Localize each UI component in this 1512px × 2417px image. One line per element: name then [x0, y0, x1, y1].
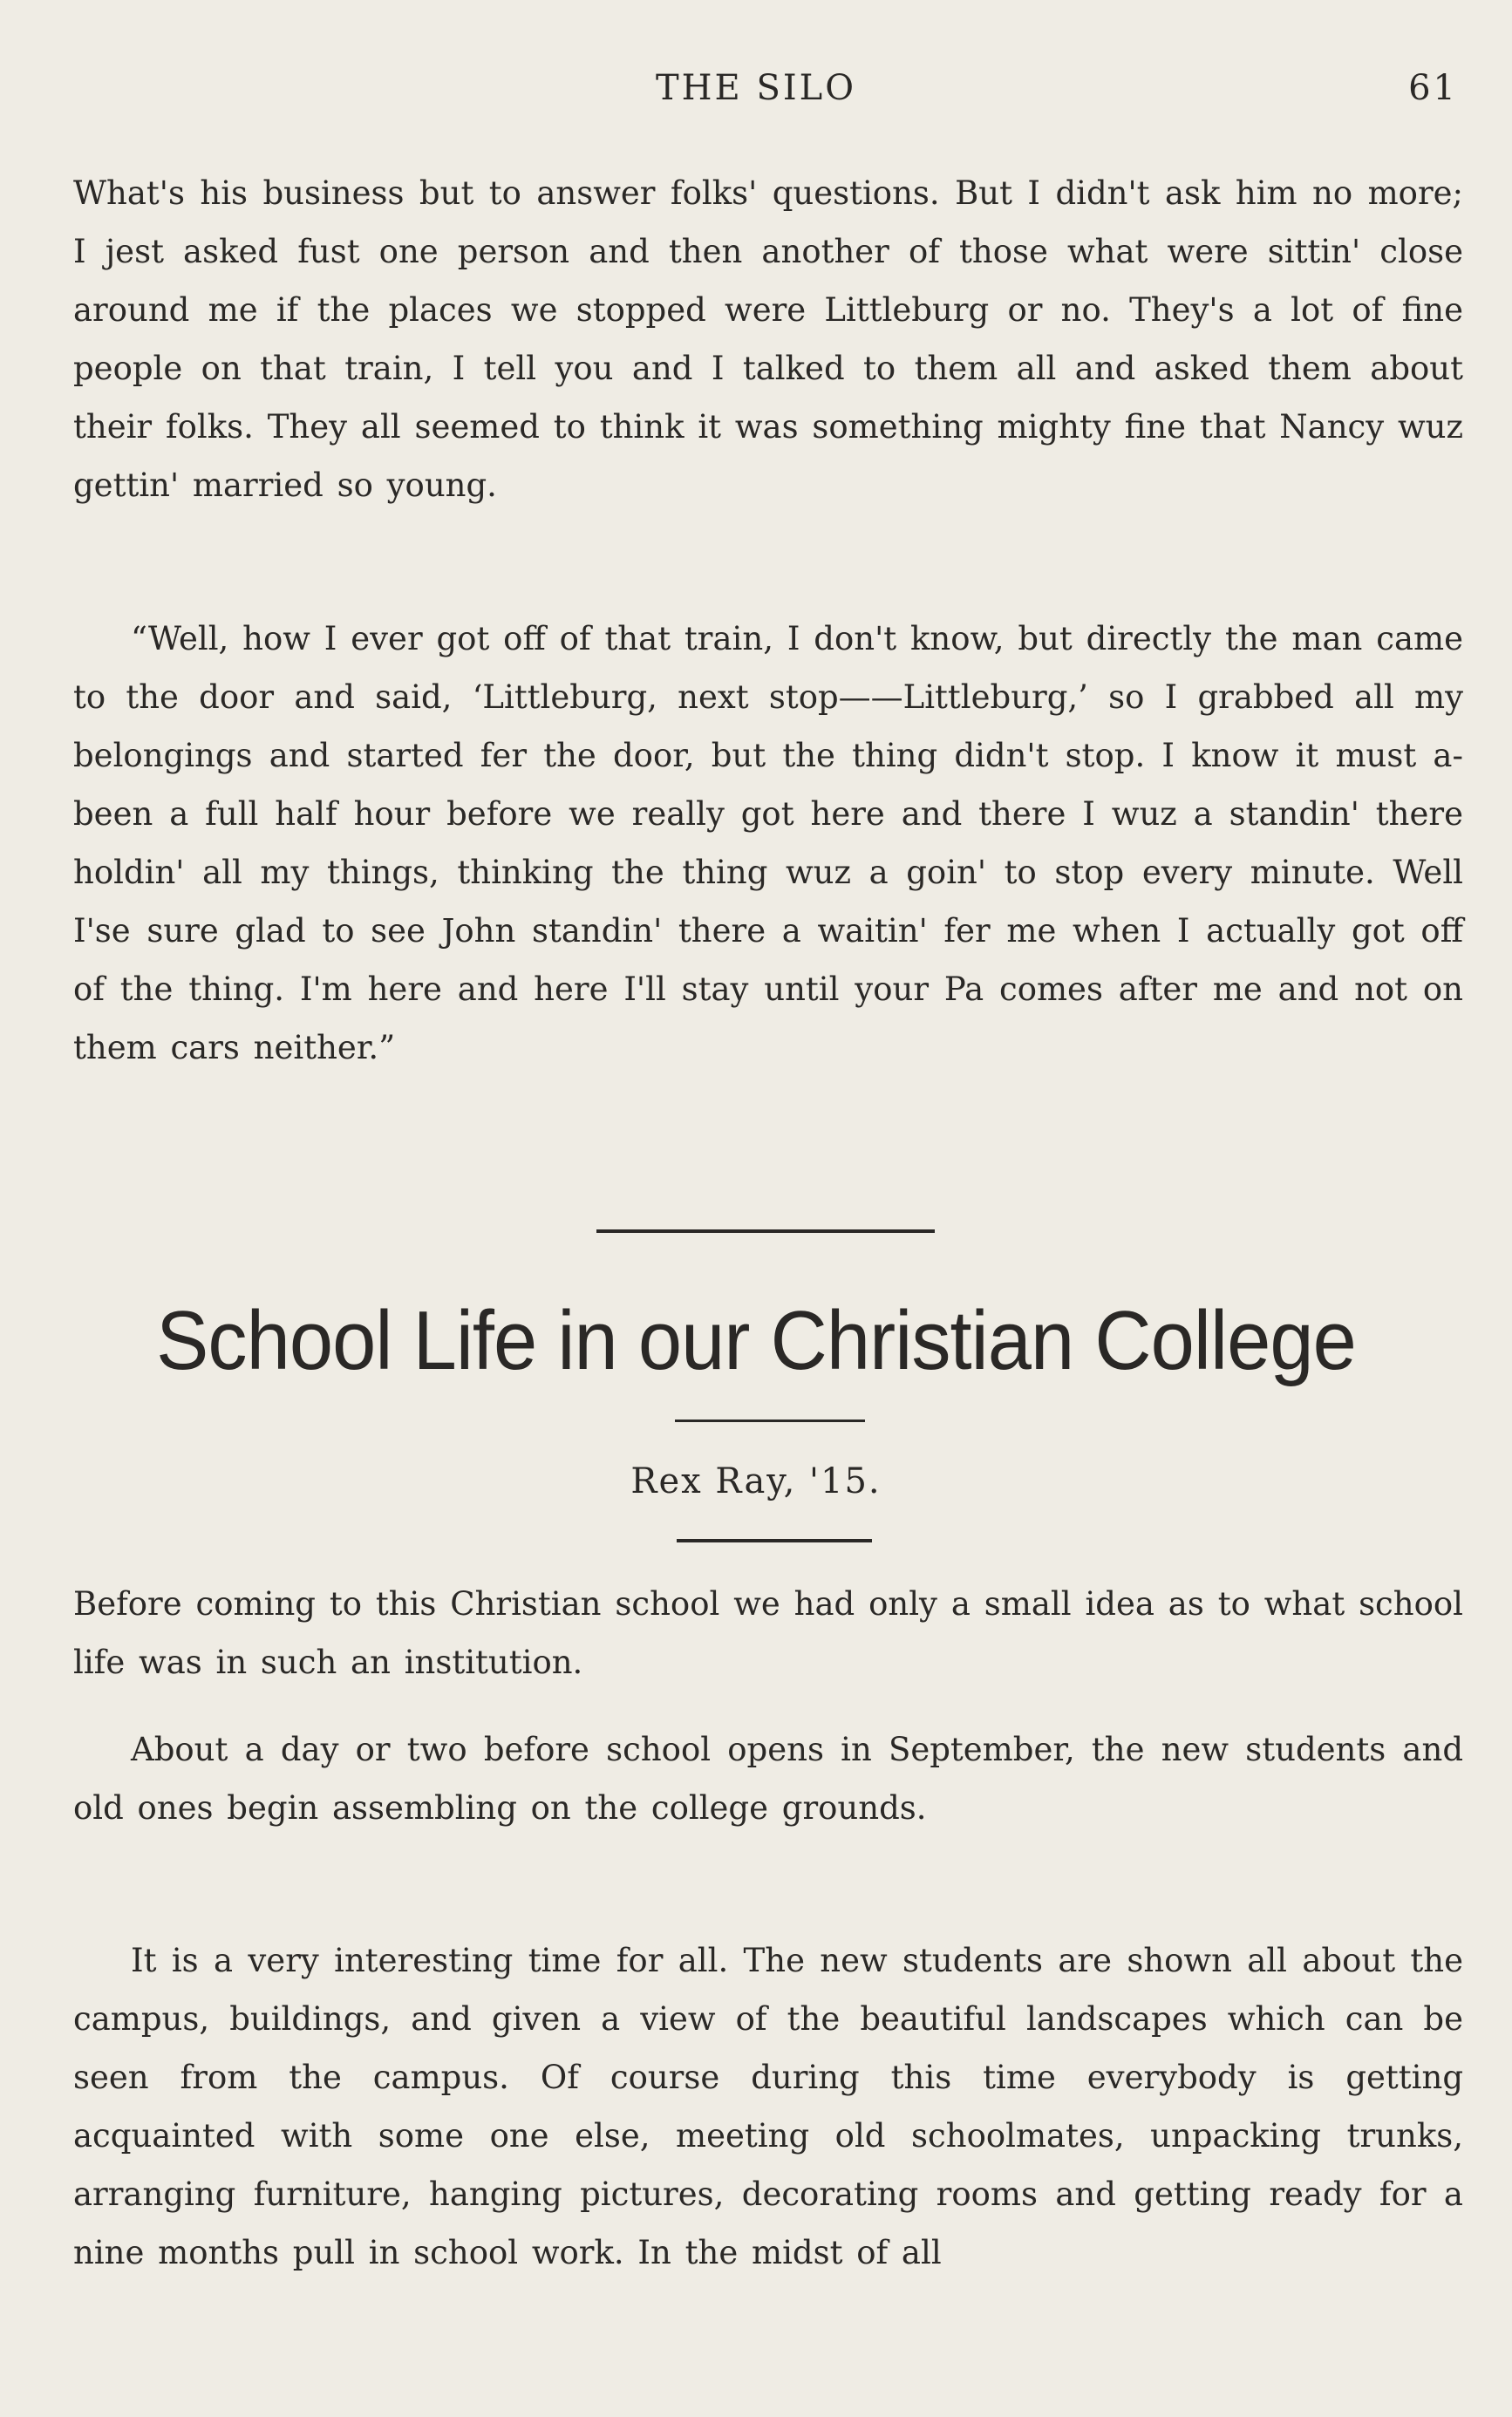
story-paragraph-1 — [73, 164, 1463, 514]
story-paragraph-2 — [73, 609, 1463, 1077]
paragraph-text: It is a very interesting time for all. The new students are shown all about the campus, buildings, and given a view of the beautiful landscapes which can be seen from the campus. Of course during this time everybody is getting acquainted with some one else, meeting old schoolmates, unpacking trunks, arranging furniture, hanging pictures, decorating rooms and getting ready for a nine months pull in school work. In the midst of all — [73, 1942, 1463, 2271]
article-paragraph-1 — [73, 1575, 1463, 1692]
article-paragraph-3 — [73, 1931, 1463, 2282]
running-title: THE SILO — [655, 68, 857, 108]
paragraph-text: “Well, how I ever got off of that train, I don't know, but directly the man came to the door and said, ‘Littleburg, next stop——Littleburg,’ so I grabbed all my belongings and started fer the door, but the thing didn't stop. I know it must a-been a full half hour before we really got here and there I wuz a standin' there holdin' all my things, thinking the thing wuz a goin' to stop every minute. Well I'se sure glad to see John standin' there a waitin' fer me when I actually got off of the thing. I'm here and here I'll stay until your Pa comes after me and not on them cars neither.” — [73, 620, 1463, 1066]
byline-underline-rule — [677, 1539, 872, 1542]
section-divider-rule — [596, 1229, 935, 1233]
paragraph-text: About a day or two before school opens in September, the new students and old ones begin assembling on the college grounds. — [73, 1731, 1463, 1827]
paragraph-text: What's his business but to answer folks' questions. But I didn't ask him no more; I jest asked fust one person and then another of those what were sittin' close around me if the places we stopped were Littleburg or no. They's a lot of fine people on that train, I tell you and I talked to them all and asked them about their folks. They all seemed to think it was something mighty fine that Nancy wuz gettin' married so young. — [73, 174, 1463, 504]
page-number: 61 — [1408, 68, 1458, 108]
title-underline-rule — [675, 1420, 865, 1422]
article-title: School Life in our Christian College — [156, 1294, 1356, 1387]
paragraph-text: Before coming to this Christian school we had only a small idea as to what school life was in such an institution. — [73, 1585, 1463, 1681]
article-paragraph-2 — [73, 1720, 1463, 1837]
article-byline: Rex Ray, '15. — [630, 1461, 882, 1501]
running-head — [0, 68, 1512, 112]
